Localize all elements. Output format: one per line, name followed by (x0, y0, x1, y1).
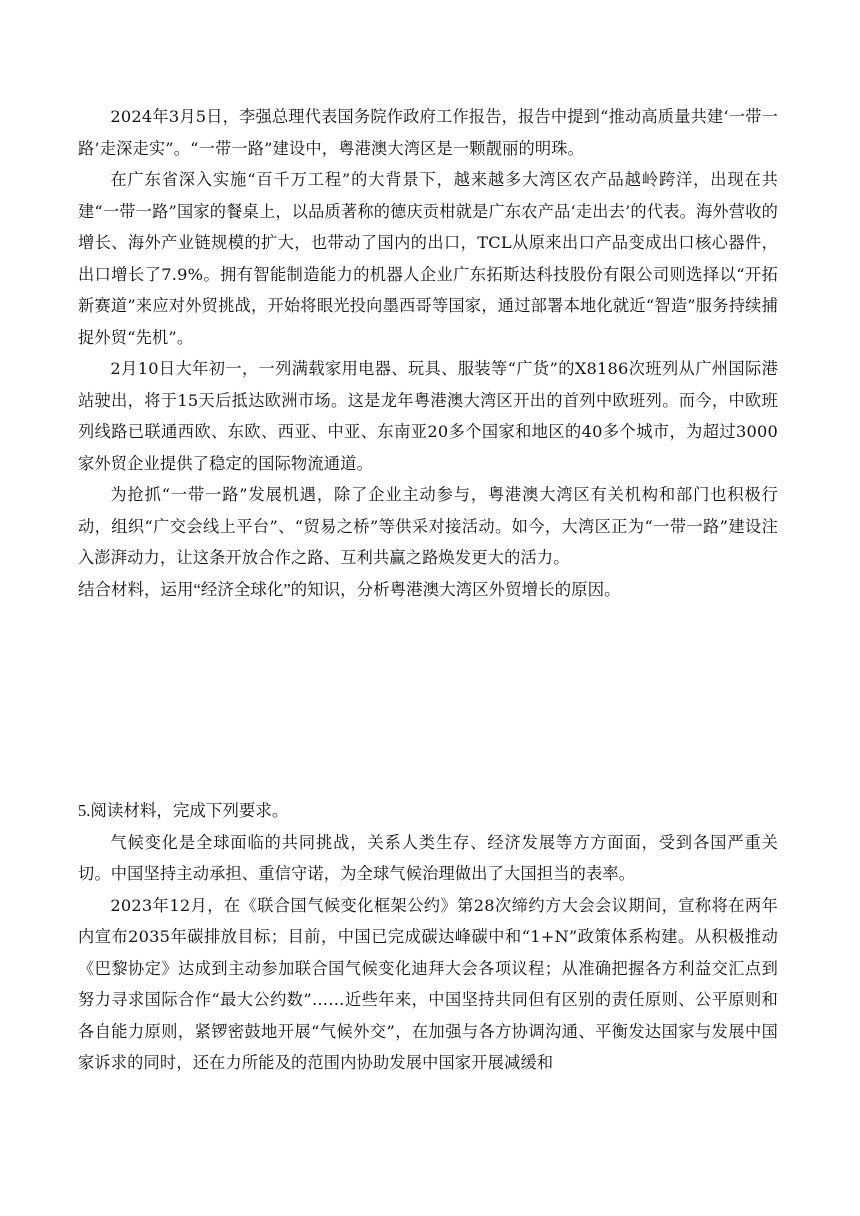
material-paragraph: 2月10日大年初一，一列满载家用电器、玩具、服装等“广货”的X8186次班列从广州国际港站驶出，将于15天后抵达欧洲市场。这是龙年粤港澳大湾区开出的首列中欧班列。而今，中欧班列线路已联通西欧、东欧、西亚、中亚、东南亚20多个国家和地区的40多个城市，为超过3000家外贸企业提供了稳定的国际物流通道。 (78, 359, 778, 473)
question-heading: 5.阅读材料，完成下列要求。 (78, 801, 289, 820)
material-paragraph: 2024年3月5日，李强总理代表国务院作政府工作报告，报告中提到“推动高质量共建‘一带一路’走深走实”。“一带一路”建设中，粤港澳大湾区是一颗靓丽的明珠。 (78, 107, 778, 158)
material-paragraph: 气候变化是全球面临的共同挑战，关系人类生存、经济发展等方方面面，受到各国严重关切。中国坚持主动承担、重信守诺，为全球气候治理做出了大国担当的表率。 (78, 832, 778, 883)
question-prompt: 结合材料，运用“经济全球化”的知识，分析粤港澳大湾区外贸增长的原因。 (78, 579, 621, 599)
material-paragraph: 为抢抓“一带一路”发展机遇，除了企业主动参与，粤港澳大湾区有关机构和部门也积极行动，组织“广交会线上平台”、“贸易之桥”等供采对接活动。如今，大湾区正为“一带一路”建设注入澎湃动力，让这条开放合作之路、互利共赢之路焕发更大的活力。 (78, 485, 778, 567)
material-section-4 (78, 101, 778, 605)
material-paragraph: 2023年12月，在《联合国气候变化框架公约》第28次缔约方大会会议期间，宣称将在两年内宣布2035年碳排放目标；目前，中国已完成碳达峰碳中和“1+N”政策体系构建。从积极推动《巴黎协定》达成到主动参加联合国气候变化迪拜大会各项议程；从准确把握各方利益交汇点到努力寻求国际合作“最大公约数”……近些年来，中国坚持共同但有区别的责任原则、公平原则和各自能力原则，紧锣密鼓地开展“气候外交”，在加强与各方协调沟通、平衡发达国家与发展中国家诉求的同时，还在力所能及的范围内协助发展中国家开展减缓和 (78, 895, 778, 1072)
question-5-section (78, 795, 778, 1079)
material-paragraph: 在广东省深入实施“百千万工程”的大背景下，越来越多大湾区农产品越岭跨洋，出现在共建“一带一路”国家的餐桌上，以品质著称的德庆贡柑就是广东农产品‘走出去’的代表。海外营收的增长、海外产业链规模的扩大，也带动了国内的出口，TCL从原来出口产品变成出口核心器件，出口增长了7.9%。拥有智能制造能力的机器人企业广东拓斯达科技股份有限公司则选择以“开拓新赛道”来应对外贸挑战，开始将眼光投向墨西哥等国家，通过部署本地化就近“智造”服务持续捕捉外贸“先机”。 (78, 170, 778, 347)
